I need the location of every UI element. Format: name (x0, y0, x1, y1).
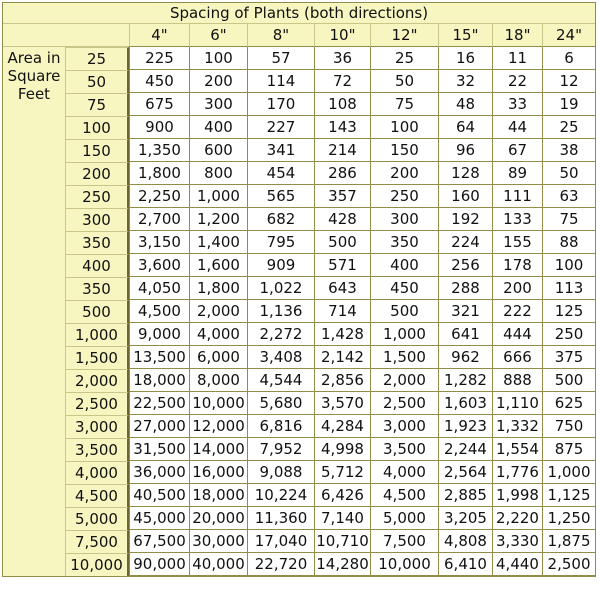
plant-count-cell: 57 (247, 47, 314, 70)
plant-count-cell: 350 (370, 231, 438, 254)
plant-count-cell: 1,428 (314, 323, 370, 346)
plant-count-cell: 8,000 (189, 369, 247, 392)
plant-count-cell: 225 (129, 47, 189, 70)
area-cell: 100 (66, 116, 129, 139)
spacing-header-cell: 18" (492, 24, 542, 47)
plant-count-cell: 200 (492, 277, 542, 300)
plant-count-cell: 224 (438, 231, 492, 254)
plant-count-cell: 682 (247, 208, 314, 231)
plant-spacing-table (3, 3, 595, 576)
plant-count-cell: 50 (370, 70, 438, 93)
plant-count-cell: 1,332 (492, 415, 542, 438)
plant-count-cell: 288 (438, 277, 492, 300)
plant-count-cell: 12,000 (189, 415, 247, 438)
plant-count-cell: 4,998 (314, 438, 370, 461)
plant-count-cell: 11 (492, 47, 542, 70)
plant-count-cell: 178 (492, 254, 542, 277)
plant-count-cell: 192 (438, 208, 492, 231)
plant-count-cell: 10,000 (370, 553, 438, 576)
table-row (3, 461, 595, 484)
plant-count-cell: 571 (314, 254, 370, 277)
plant-count-cell: 170 (247, 93, 314, 116)
plant-count-cell: 50 (542, 162, 595, 185)
plant-count-cell: 2,856 (314, 369, 370, 392)
plant-count-cell: 600 (189, 139, 247, 162)
plant-count-cell: 45,000 (129, 507, 189, 530)
plant-count-cell: 7,140 (314, 507, 370, 530)
plant-count-cell: 888 (492, 369, 542, 392)
plant-count-cell: 1,350 (129, 139, 189, 162)
plant-count-cell: 4,500 (129, 300, 189, 323)
plant-count-cell: 500 (314, 231, 370, 254)
plant-count-cell: 428 (314, 208, 370, 231)
plant-count-cell: 11,360 (247, 507, 314, 530)
plant-count-cell: 22,500 (129, 392, 189, 415)
plant-count-cell: 72 (314, 70, 370, 93)
plant-count-cell: 962 (438, 346, 492, 369)
plant-count-cell: 1,923 (438, 415, 492, 438)
table-row (3, 185, 595, 208)
plant-count-cell: 1,136 (247, 300, 314, 323)
plant-count-cell: 2,244 (438, 438, 492, 461)
area-cell: 350 (66, 277, 129, 300)
plant-count-cell: 300 (189, 93, 247, 116)
plant-count-cell: 2,885 (438, 484, 492, 507)
plant-count-cell: 227 (247, 116, 314, 139)
plant-count-cell: 643 (314, 277, 370, 300)
table-row (3, 47, 595, 70)
plant-count-cell: 10,710 (314, 530, 370, 553)
table-row (3, 507, 595, 530)
plant-count-cell: 3,600 (129, 254, 189, 277)
table-row (3, 93, 595, 116)
plant-count-cell: 17,040 (247, 530, 314, 553)
plant-count-cell: 666 (492, 346, 542, 369)
plant-count-cell: 32 (438, 70, 492, 93)
plant-count-cell: 36,000 (129, 461, 189, 484)
plant-count-cell: 19 (542, 93, 595, 116)
plant-count-cell: 450 (129, 70, 189, 93)
plant-count-cell: 5,680 (247, 392, 314, 415)
plant-count-cell: 2,500 (370, 392, 438, 415)
plant-count-cell: 2,250 (129, 185, 189, 208)
plant-count-cell: 714 (314, 300, 370, 323)
plant-count-cell: 67,500 (129, 530, 189, 553)
plant-count-cell: 10,000 (189, 392, 247, 415)
plant-count-cell: 909 (247, 254, 314, 277)
plant-count-cell: 16 (438, 47, 492, 70)
area-row-label: Area in Square Feet (3, 47, 66, 576)
plant-count-cell: 125 (542, 300, 595, 323)
plant-count-cell: 214 (314, 139, 370, 162)
table-row (3, 208, 595, 231)
plant-count-cell: 48 (438, 93, 492, 116)
plant-count-cell: 88 (542, 231, 595, 254)
spacing-header-cell: 4" (129, 24, 189, 47)
area-cell: 4,500 (66, 484, 129, 507)
plant-count-cell: 63 (542, 185, 595, 208)
plant-count-cell: 2,272 (247, 323, 314, 346)
plant-count-cell: 90,000 (129, 553, 189, 576)
table-row (3, 530, 595, 553)
area-cell: 75 (66, 93, 129, 116)
plant-count-cell: 44 (492, 116, 542, 139)
plant-count-cell: 14,280 (314, 553, 370, 576)
plant-count-cell: 6 (542, 47, 595, 70)
plant-count-cell: 6,426 (314, 484, 370, 507)
table-row (3, 70, 595, 93)
plant-count-cell: 675 (129, 93, 189, 116)
area-cell: 25 (66, 47, 129, 70)
plant-count-cell: 30,000 (189, 530, 247, 553)
plant-count-cell: 2,564 (438, 461, 492, 484)
plant-count-cell: 1,000 (370, 323, 438, 346)
plant-count-cell: 5,712 (314, 461, 370, 484)
table-row (3, 116, 595, 139)
plant-count-cell: 1,200 (189, 208, 247, 231)
plant-count-cell: 1,400 (189, 231, 247, 254)
area-cell: 200 (66, 162, 129, 185)
table-row (3, 415, 595, 438)
plant-spacing-table-frame (2, 2, 596, 577)
header-corner (3, 24, 129, 47)
plant-count-cell: 9,088 (247, 461, 314, 484)
plant-count-cell: 400 (189, 116, 247, 139)
plant-count-cell: 1,282 (438, 369, 492, 392)
plant-count-cell: 133 (492, 208, 542, 231)
area-cell: 1,000 (66, 323, 129, 346)
spacing-header-cell: 6" (189, 24, 247, 47)
table-row (3, 323, 595, 346)
plant-count-cell: 6,000 (189, 346, 247, 369)
plant-count-cell: 222 (492, 300, 542, 323)
plant-count-cell: 12 (542, 70, 595, 93)
area-cell: 4,000 (66, 461, 129, 484)
plant-count-cell: 2,220 (492, 507, 542, 530)
plant-count-cell: 4,000 (189, 323, 247, 346)
area-cell: 2,500 (66, 392, 129, 415)
plant-count-cell: 4,000 (370, 461, 438, 484)
plant-count-cell: 40,000 (189, 553, 247, 576)
plant-count-cell: 341 (247, 139, 314, 162)
plant-count-cell: 250 (370, 185, 438, 208)
plant-count-cell: 22 (492, 70, 542, 93)
plant-count-cell: 1,110 (492, 392, 542, 415)
plant-count-cell: 6,410 (438, 553, 492, 576)
plant-count-cell: 1,022 (247, 277, 314, 300)
plant-count-cell: 113 (542, 277, 595, 300)
plant-count-cell: 400 (370, 254, 438, 277)
area-cell: 1,500 (66, 346, 129, 369)
spacing-header-cell: 10" (314, 24, 370, 47)
table-row (3, 346, 595, 369)
table-row (3, 392, 595, 415)
table-row (3, 139, 595, 162)
plant-count-cell: 256 (438, 254, 492, 277)
area-cell: 400 (66, 254, 129, 277)
plant-count-cell: 5,000 (370, 507, 438, 530)
plant-count-cell: 25 (542, 116, 595, 139)
plant-count-cell: 800 (189, 162, 247, 185)
spacing-header-row (3, 24, 595, 47)
area-cell: 50 (66, 70, 129, 93)
plant-count-cell: 1,125 (542, 484, 595, 507)
plant-count-cell: 25 (370, 47, 438, 70)
plant-count-cell: 750 (542, 415, 595, 438)
plant-count-cell: 3,330 (492, 530, 542, 553)
spacing-header-cell: 12" (370, 24, 438, 47)
plant-count-cell: 33 (492, 93, 542, 116)
table-row (3, 254, 595, 277)
plant-count-cell: 250 (542, 323, 595, 346)
plant-count-cell: 27,000 (129, 415, 189, 438)
plant-count-cell: 150 (370, 139, 438, 162)
plant-count-cell: 40,500 (129, 484, 189, 507)
plant-count-cell: 4,050 (129, 277, 189, 300)
area-cell: 3,000 (66, 415, 129, 438)
plant-count-cell: 64 (438, 116, 492, 139)
plant-count-cell: 128 (438, 162, 492, 185)
area-cell: 7,500 (66, 530, 129, 553)
plant-count-cell: 1,500 (370, 346, 438, 369)
area-cell: 150 (66, 139, 129, 162)
plant-count-cell: 3,205 (438, 507, 492, 530)
plant-count-cell: 18,000 (189, 484, 247, 507)
plant-count-cell: 75 (370, 93, 438, 116)
spacing-header-cell: 24" (542, 24, 595, 47)
plant-count-cell: 1,800 (129, 162, 189, 185)
plant-count-cell: 111 (492, 185, 542, 208)
plant-count-cell: 108 (314, 93, 370, 116)
plant-count-cell: 16,000 (189, 461, 247, 484)
table-row (3, 484, 595, 507)
plant-count-cell: 14,000 (189, 438, 247, 461)
table-title: Spacing of Plants (both directions) (3, 3, 595, 24)
area-cell: 3,500 (66, 438, 129, 461)
plant-count-cell: 444 (492, 323, 542, 346)
plant-count-cell: 500 (542, 369, 595, 392)
plant-count-cell: 1,776 (492, 461, 542, 484)
plant-count-cell: 2,000 (189, 300, 247, 323)
plant-count-cell: 160 (438, 185, 492, 208)
plant-count-cell: 321 (438, 300, 492, 323)
area-cell: 250 (66, 185, 129, 208)
table-row (3, 438, 595, 461)
plant-count-cell: 450 (370, 277, 438, 300)
plant-count-cell: 1,998 (492, 484, 542, 507)
spacing-header-cell: 8" (247, 24, 314, 47)
plant-count-cell: 7,952 (247, 438, 314, 461)
plant-count-cell: 795 (247, 231, 314, 254)
table-row (3, 162, 595, 185)
plant-count-cell: 22,720 (247, 553, 314, 576)
table-row (3, 300, 595, 323)
plant-count-cell: 1,000 (189, 185, 247, 208)
plant-count-cell: 200 (189, 70, 247, 93)
plant-count-cell: 4,500 (370, 484, 438, 507)
table-row (3, 231, 595, 254)
plant-count-cell: 1,554 (492, 438, 542, 461)
table-body (3, 47, 595, 576)
plant-count-cell: 18,000 (129, 369, 189, 392)
plant-count-cell: 1,875 (542, 530, 595, 553)
plant-count-cell: 3,000 (370, 415, 438, 438)
plant-count-cell: 143 (314, 116, 370, 139)
area-cell: 300 (66, 208, 129, 231)
plant-count-cell: 89 (492, 162, 542, 185)
table-row (3, 369, 595, 392)
area-cell: 10,000 (66, 553, 129, 576)
plant-count-cell: 4,808 (438, 530, 492, 553)
plant-count-cell: 13,500 (129, 346, 189, 369)
plant-count-cell: 375 (542, 346, 595, 369)
plant-count-cell: 641 (438, 323, 492, 346)
plant-count-cell: 200 (370, 162, 438, 185)
plant-count-cell: 4,544 (247, 369, 314, 392)
plant-count-cell: 96 (438, 139, 492, 162)
plant-count-cell: 1,600 (189, 254, 247, 277)
plant-count-cell: 75 (542, 208, 595, 231)
plant-count-cell: 100 (542, 254, 595, 277)
plant-count-cell: 357 (314, 185, 370, 208)
plant-count-cell: 500 (370, 300, 438, 323)
plant-count-cell: 36 (314, 47, 370, 70)
area-cell: 5,000 (66, 507, 129, 530)
plant-count-cell: 7,500 (370, 530, 438, 553)
plant-count-cell: 3,150 (129, 231, 189, 254)
plant-count-cell: 100 (370, 116, 438, 139)
plant-count-cell: 454 (247, 162, 314, 185)
plant-count-cell: 3,408 (247, 346, 314, 369)
plant-count-cell: 3,570 (314, 392, 370, 415)
plant-count-cell: 2,142 (314, 346, 370, 369)
plant-count-cell: 900 (129, 116, 189, 139)
plant-count-cell: 4,284 (314, 415, 370, 438)
plant-count-cell: 4,440 (492, 553, 542, 576)
area-cell: 350 (66, 231, 129, 254)
plant-count-cell: 2,500 (542, 553, 595, 576)
plant-count-cell: 114 (247, 70, 314, 93)
area-cell: 2,000 (66, 369, 129, 392)
plant-count-cell: 300 (370, 208, 438, 231)
spacing-header-cell: 15" (438, 24, 492, 47)
plant-count-cell: 3,500 (370, 438, 438, 461)
plant-count-cell: 9,000 (129, 323, 189, 346)
table-row (3, 277, 595, 300)
plant-count-cell: 10,224 (247, 484, 314, 507)
plant-count-cell: 875 (542, 438, 595, 461)
plant-count-cell: 155 (492, 231, 542, 254)
title-row (3, 3, 595, 24)
plant-count-cell: 2,700 (129, 208, 189, 231)
plant-count-cell: 1,603 (438, 392, 492, 415)
plant-count-cell: 625 (542, 392, 595, 415)
plant-count-cell: 20,000 (189, 507, 247, 530)
plant-count-cell: 31,500 (129, 438, 189, 461)
plant-count-cell: 1,000 (542, 461, 595, 484)
plant-count-cell: 6,816 (247, 415, 314, 438)
area-cell: 500 (66, 300, 129, 323)
plant-count-cell: 2,000 (370, 369, 438, 392)
plant-count-cell: 38 (542, 139, 595, 162)
plant-count-cell: 565 (247, 185, 314, 208)
plant-count-cell: 286 (314, 162, 370, 185)
plant-count-cell: 67 (492, 139, 542, 162)
table-row (3, 553, 595, 576)
plant-count-cell: 1,800 (189, 277, 247, 300)
plant-count-cell: 100 (189, 47, 247, 70)
plant-count-cell: 1,250 (542, 507, 595, 530)
